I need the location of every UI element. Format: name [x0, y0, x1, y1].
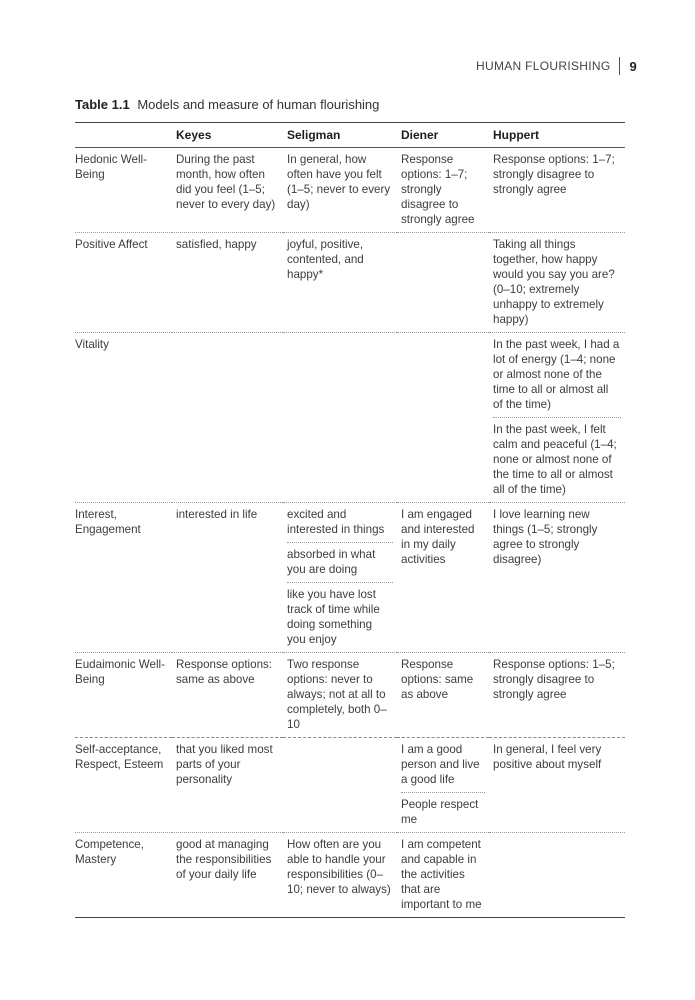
- table-row: [75, 233, 625, 333]
- cell-text: Response options: 1–5; strongly disagree to strongly agree: [493, 658, 615, 701]
- cell-seligman: [283, 233, 397, 333]
- cell-keyes: [172, 233, 283, 333]
- table-header-row: [75, 123, 625, 148]
- cell-text: Response options: 1–7; strongly disagree to strongly agree: [401, 153, 475, 226]
- cell-huppert: [489, 333, 625, 503]
- cell-text: like you have lost track of time while doing something you enjoy: [287, 582, 393, 647]
- running-header: [476, 57, 637, 75]
- cell-seligman: [283, 333, 397, 503]
- cell-huppert: [489, 738, 625, 833]
- cell-seligman: [283, 148, 397, 233]
- table-row: [75, 333, 625, 503]
- row-category: Competence, Mastery: [75, 833, 172, 918]
- cell-keyes: [172, 738, 283, 833]
- table-row: [75, 148, 625, 233]
- column-header-diener: Diener: [397, 123, 489, 148]
- cell-text: In general, how often have you felt (1–5; never to every day): [287, 153, 391, 211]
- column-header-seligman: Seligman: [283, 123, 397, 148]
- cell-seligman: [283, 503, 397, 653]
- cell-text: I am a good person and live a good life: [401, 743, 480, 786]
- cell-huppert: [489, 653, 625, 738]
- row-category: Hedonic Well-Being: [75, 148, 172, 233]
- cell-diener: [397, 738, 489, 833]
- cell-seligman: [283, 738, 397, 833]
- cell-text: Response options: 1–7; strongly disagree to strongly agree: [493, 153, 615, 196]
- cell-text: that you liked most parts of your personality: [176, 743, 273, 786]
- cell-text: absorbed in what you are doing: [287, 542, 393, 577]
- cell-text: In general, I feel very positive about myself: [493, 743, 602, 771]
- column-header-huppert: Huppert: [489, 123, 625, 148]
- table-caption: [75, 97, 379, 112]
- cell-text: I love learning new things (1–5; strongly agree to strongly disagree): [493, 508, 598, 566]
- cell-text: People respect me: [401, 792, 485, 827]
- cell-text: good at managing the responsibilities of your daily life: [176, 838, 272, 881]
- cell-keyes: [172, 503, 283, 653]
- cell-keyes: [172, 653, 283, 738]
- cell-text: Two response options: never to always; not at all to completely, both 0–10: [287, 658, 387, 731]
- table-row: [75, 738, 625, 833]
- cell-text: During the past month, how often did you feel (1–5; never to every day): [176, 153, 276, 211]
- column-header-keyes: Keyes: [172, 123, 283, 148]
- cell-diener: [397, 503, 489, 653]
- cell-diener: [397, 148, 489, 233]
- cell-text: excited and interested in things: [287, 508, 385, 536]
- cell-keyes: [172, 833, 283, 918]
- cell-text: How often are you able to handle your responsibilities (0–10; never to always): [287, 838, 391, 896]
- flourishing-table: [75, 122, 625, 918]
- row-category: Vitality: [75, 333, 172, 503]
- cell-keyes: [172, 148, 283, 233]
- cell-text: interested in life: [176, 508, 258, 521]
- cell-text: satisfied, happy: [176, 238, 257, 251]
- cell-text: joyful, positive, contented, and happy*: [287, 238, 364, 281]
- cell-keyes: [172, 333, 283, 503]
- cell-text: In the past week, I felt calm and peaceful (1–4; none or almost none of the time to all or almost all of the time): [493, 417, 621, 497]
- cell-diener: [397, 233, 489, 333]
- cell-huppert: [489, 233, 625, 333]
- row-category: Self-acceptance, Respect, Esteem: [75, 738, 172, 833]
- cell-text: Response options: same as above: [401, 658, 474, 701]
- row-category: Interest, Engagement: [75, 503, 172, 653]
- row-category: Positive Affect: [75, 233, 172, 333]
- table-row: [75, 653, 625, 738]
- cell-huppert: [489, 503, 625, 653]
- cell-huppert: [489, 148, 625, 233]
- page-number: 9: [629, 58, 637, 74]
- cell-seligman: [283, 653, 397, 738]
- cell-text: I am competent and capable in the activities that are important to me: [401, 838, 482, 911]
- cell-diener: [397, 653, 489, 738]
- cell-text: In the past week, I had a lot of energy (1–4; none or almost none of the time to all or almost all of the time): [493, 338, 620, 411]
- cell-text: Response options: same as above: [176, 658, 273, 686]
- table-row: [75, 833, 625, 918]
- table-caption-text: Models and measure of human flourishing: [137, 97, 380, 112]
- cell-text: I am engaged and interested in my daily activities: [401, 508, 475, 566]
- cell-seligman: [283, 833, 397, 918]
- cell-text: Taking all things together, how happy would you say you are? (0–10; extremely unhappy to extremely happy): [493, 238, 615, 326]
- cell-diener: [397, 833, 489, 918]
- table-caption-label: Table 1.1: [75, 97, 130, 112]
- column-header-category: [75, 123, 172, 148]
- running-header-title: HUMAN FLOURISHING: [476, 59, 611, 73]
- cell-huppert: [489, 833, 625, 918]
- table-row: [75, 503, 625, 653]
- row-category: Eudaimonic Well-Being: [75, 653, 172, 738]
- cell-diener: [397, 333, 489, 503]
